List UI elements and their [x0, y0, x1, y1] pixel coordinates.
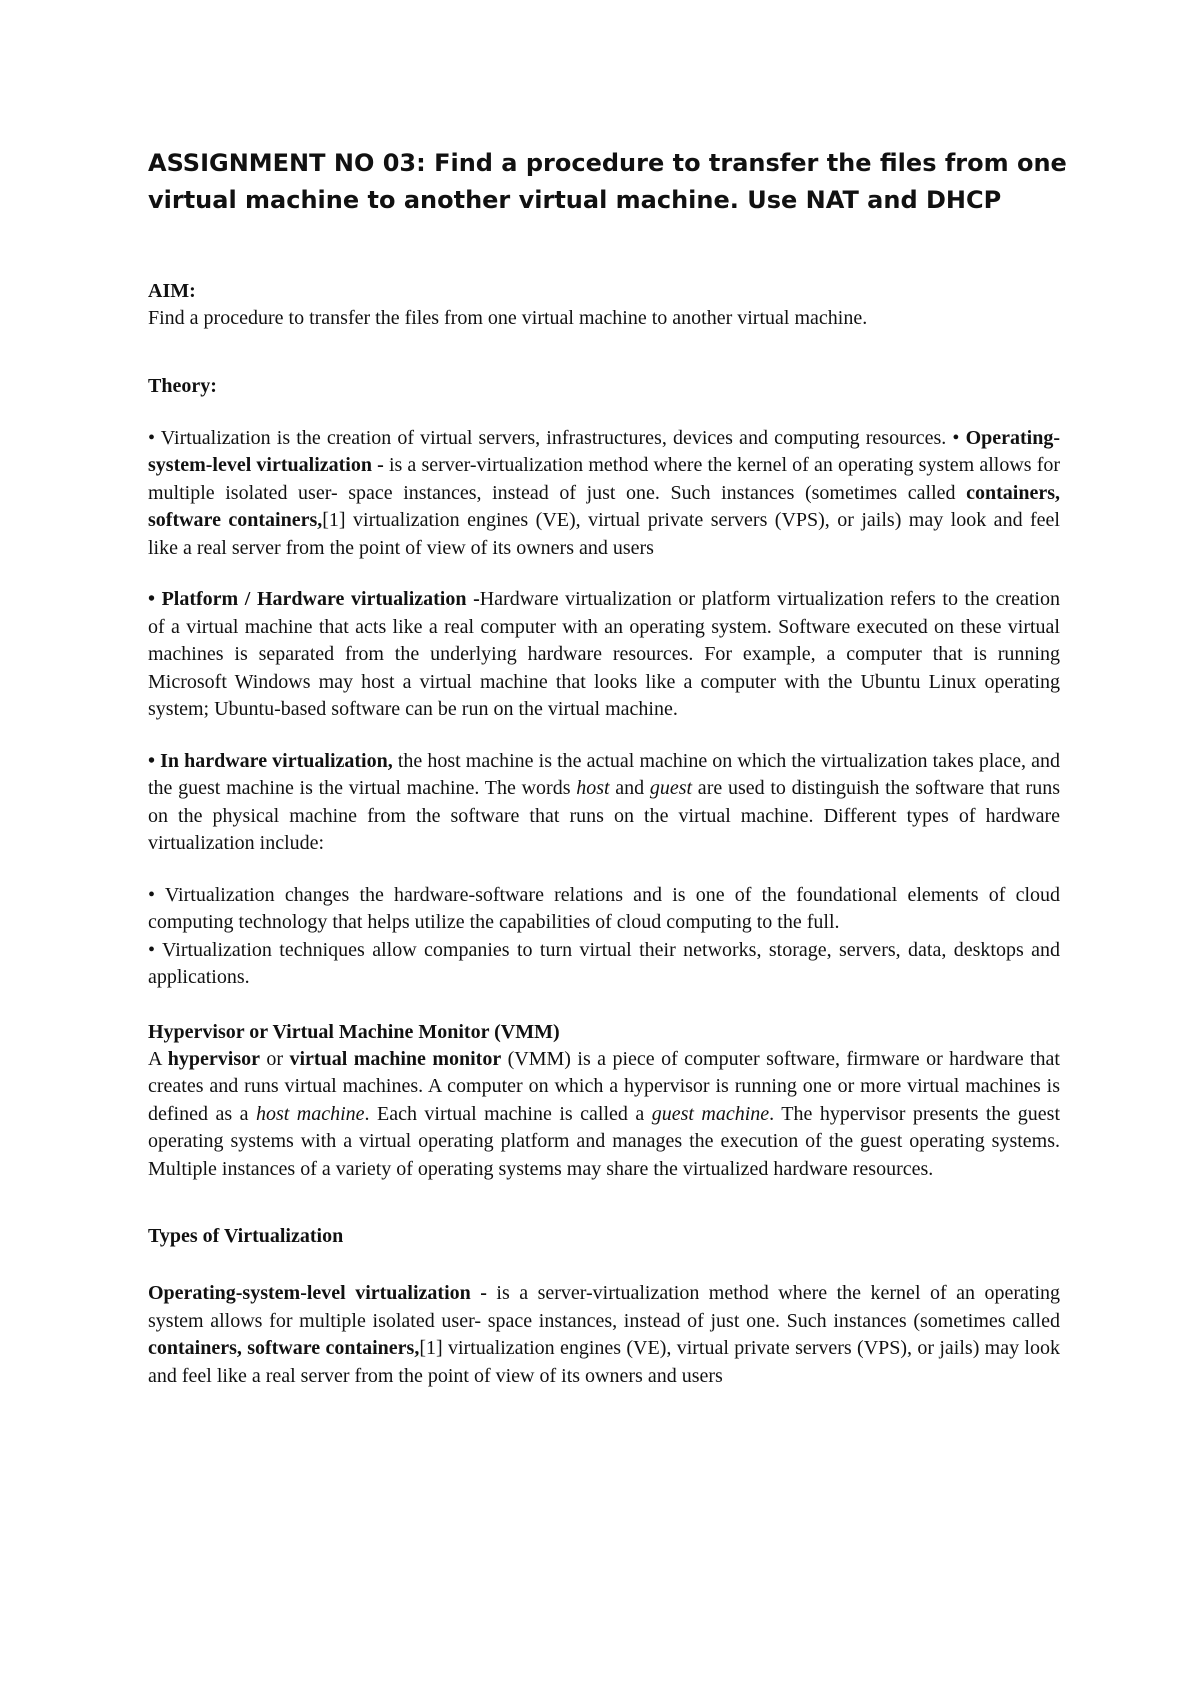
types-heading: Types of Virtualization: [148, 1225, 344, 1247]
aim-text: Find a procedure to transfer the files from one virtual machine to another virtual machine.: [148, 307, 868, 329]
text-run: • Virtualization is the creation of virtual servers, infrastructures, devices and computing resources. •: [148, 426, 966, 449]
italic-term: guest: [649, 777, 693, 799]
types-paragraph: [148, 1280, 1060, 1390]
text-run: and: [609, 777, 650, 799]
text-run: or: [259, 1047, 290, 1070]
theory-paragraph-3: [148, 748, 1060, 858]
text-run: Hardware virtualization or platform virtualization refers to the creation of a virtual machine that acts like a real computer with an operating system. Software executed on these virtual machines is separated from the underlying hardware resources. For example, a computer that is running Microsoft Windows may host a virtual machine that looks like a computer with the Ubuntu Linux operating system; Ubuntu-based software can be run on the virtual machine.: [148, 588, 1060, 720]
text-run: [1] virtualization engines (VE), virtual private servers (VPS), or jails) may look and feel like a real server from the point of view of its owners and users: [148, 1337, 1060, 1387]
italic-term: guest machine: [651, 1102, 770, 1125]
bold-term: containers, software containers,: [148, 1337, 420, 1359]
text-run: are used to distinguish the software that runs on the physical machine from the software that runs on the virtual machine. Different types of hardware virtualization include:: [148, 777, 1060, 854]
assignment-title: ASSIGNMENT NO 03: Find a procedure to transfer the files from one virtual machine to another virtual machine. Use NAT and DHCP: [148, 149, 1067, 214]
bold-term: Operating-system-level virtualization -: [148, 426, 1060, 476]
italic-term: host machine: [255, 1102, 365, 1125]
document-body: [148, 278, 1060, 1390]
aim-heading: AIM:: [148, 280, 196, 302]
hypervisor-heading: Hypervisor or Virtual Machine Monitor (VMM): [148, 1020, 560, 1043]
bold-term: hypervisor: [167, 1047, 260, 1070]
text-run: is a server-virtualization method where the kernel of an operating system allows for multiple isolated user- space instances, instead of just one. Such instances (sometimes called: [148, 454, 1061, 504]
theory-paragraph-2: [148, 586, 1060, 724]
theory-paragraph-5: • Virtualization techniques allow companies to turn virtual their networks, storage, servers, data, desktops and applications.: [148, 938, 1060, 988]
italic-term: host: [576, 777, 610, 799]
text-run: . The hypervisor presents the guest operating systems with a virtual operating platform and manages the execution of the guest operating systems. Multiple instances of a variety of operating systems may share the virtualized hardware resources.: [148, 1102, 1060, 1180]
text-run: is a server-virtualization method where the kernel of an operating system allows for multiple isolated user- space instances, instead of just one. Such instances (sometimes called: [148, 1282, 1061, 1332]
text-run: the host machine is the actual machine on which the virtualization takes place, and the guest machine is the virtual machine. The words: [148, 749, 1060, 799]
theory-paragraph-1: [148, 425, 1060, 563]
text-run: (VMM) is a piece of computer software, firmware or hardware that creates and runs virtual machines. A computer on which a hypervisor is running one or more virtual machines is defined as a: [148, 1047, 1060, 1125]
bold-term: • Platform / Hardware virtualization -: [148, 588, 480, 610]
text-run: . Each virtual machine is called a: [364, 1102, 652, 1125]
theory-paragraph-4: • Virtualization changes the hardware-software relations and is one of the foundational elements of cloud computing technology that helps utilize the capabilities of cloud computing to the full.: [148, 883, 1060, 933]
bold-term: virtual machine monitor: [289, 1047, 502, 1070]
bold-term: Operating-system-level virtualization -: [148, 1282, 487, 1304]
text-run: [1] virtualization engines (VE), virtual private servers (VPS), or jails) may look and feel like a real server from the point of view of its owners and users: [148, 509, 1060, 559]
bold-term: • In hardware virtualization,: [148, 749, 393, 772]
hypervisor-paragraph: [148, 1046, 1060, 1184]
text-run: A: [148, 1047, 168, 1070]
bold-term: containers, software containers,: [148, 481, 1060, 531]
theory-heading: Theory:: [148, 374, 217, 397]
